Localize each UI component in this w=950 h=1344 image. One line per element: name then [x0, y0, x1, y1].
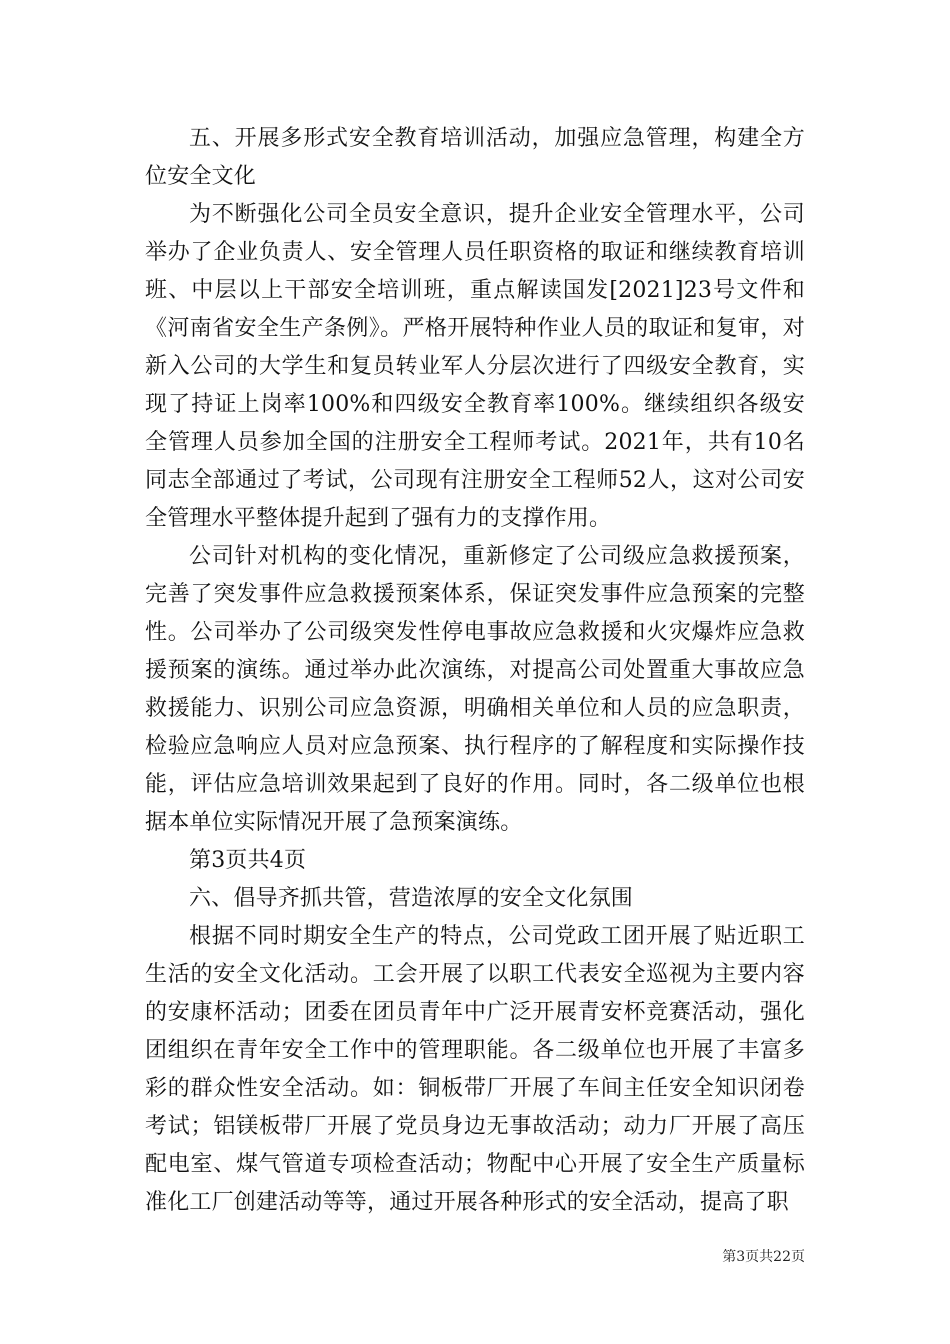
inline-page-marker: 第3页共4页	[189, 848, 307, 873]
page-footer: 第3页共22页	[722, 1249, 805, 1265]
section-heading-five: 五、开展多形式安全教育培训活动，加强应急管理，构建全方位安全文化	[145, 126, 805, 189]
document-body	[145, 120, 805, 1222]
paragraph-training: 为不断强化公司全员安全意识，提升企业安全管理水平，公司举办了企业负责人、安全管理人员任职资格的取证和继续教育培训班、中层以上干部安全培训班，重点解读国发[2021]23号文件和《河南省安全生产条例》。严格开展特种作业人员的取证和复审，对新入公司的大学生和复员转业军人分层次进行了四级安全教育，实现了持证上岗率100%和四级安全教育率100%。继续组织各级安全管理人员参加全国的注册安全工程师考试。2021年，共有10名同志全部通过了考试，公司现有注册安全工程师52人，这对公司安全管理水平整体提升起到了强有力的支撑作用。	[145, 202, 805, 531]
section-heading-six: 六、倡导齐抓共管，营造浓厚的安全文化氛围	[189, 886, 634, 911]
paragraph-culture: 根据不同时期安全生产的特点，公司党政工团开展了贴近职工生活的安全文化活动。工会开展了以职工代表安全巡视为主要内容的安康杯活动；团委在团员青年中广泛开展青安杯竞赛活动，强化团组织在青年安全工作中的管理职能。各二级单位也开展了丰富多彩的群众性安全活动。如：铜板带厂开展了车间主任安全知识闭卷考试；铝镁板带厂开展了党员身边无事故活动；动力厂开展了高压配电室、煤气管道专项检查活动；物配中心开展了安全生产质量标准化工厂创建活动等等，通过开展各种形式的安全活动，提高了职	[145, 924, 805, 1215]
paragraph-emergency: 公司针对机构的变化情况，重新修定了公司级应急救援预案，完善了突发事件应急救援预案体系，保证突发事件应急预案的完整性。公司举办了公司级突发性停电事故应急救援和火灾爆炸应急救援预案的演练。通过举办此次演练，对提高公司处置重大事故应急救援能力、识别公司应急资源，明确相关单位和人员的应急职责，检验应急响应人员对应急预案、执行程序的了解程度和实际操作技能，评估应急培训效果起到了良好的作用。同时，各二级单位也根据本单位实际情况开展了急预案演练。	[145, 544, 805, 835]
